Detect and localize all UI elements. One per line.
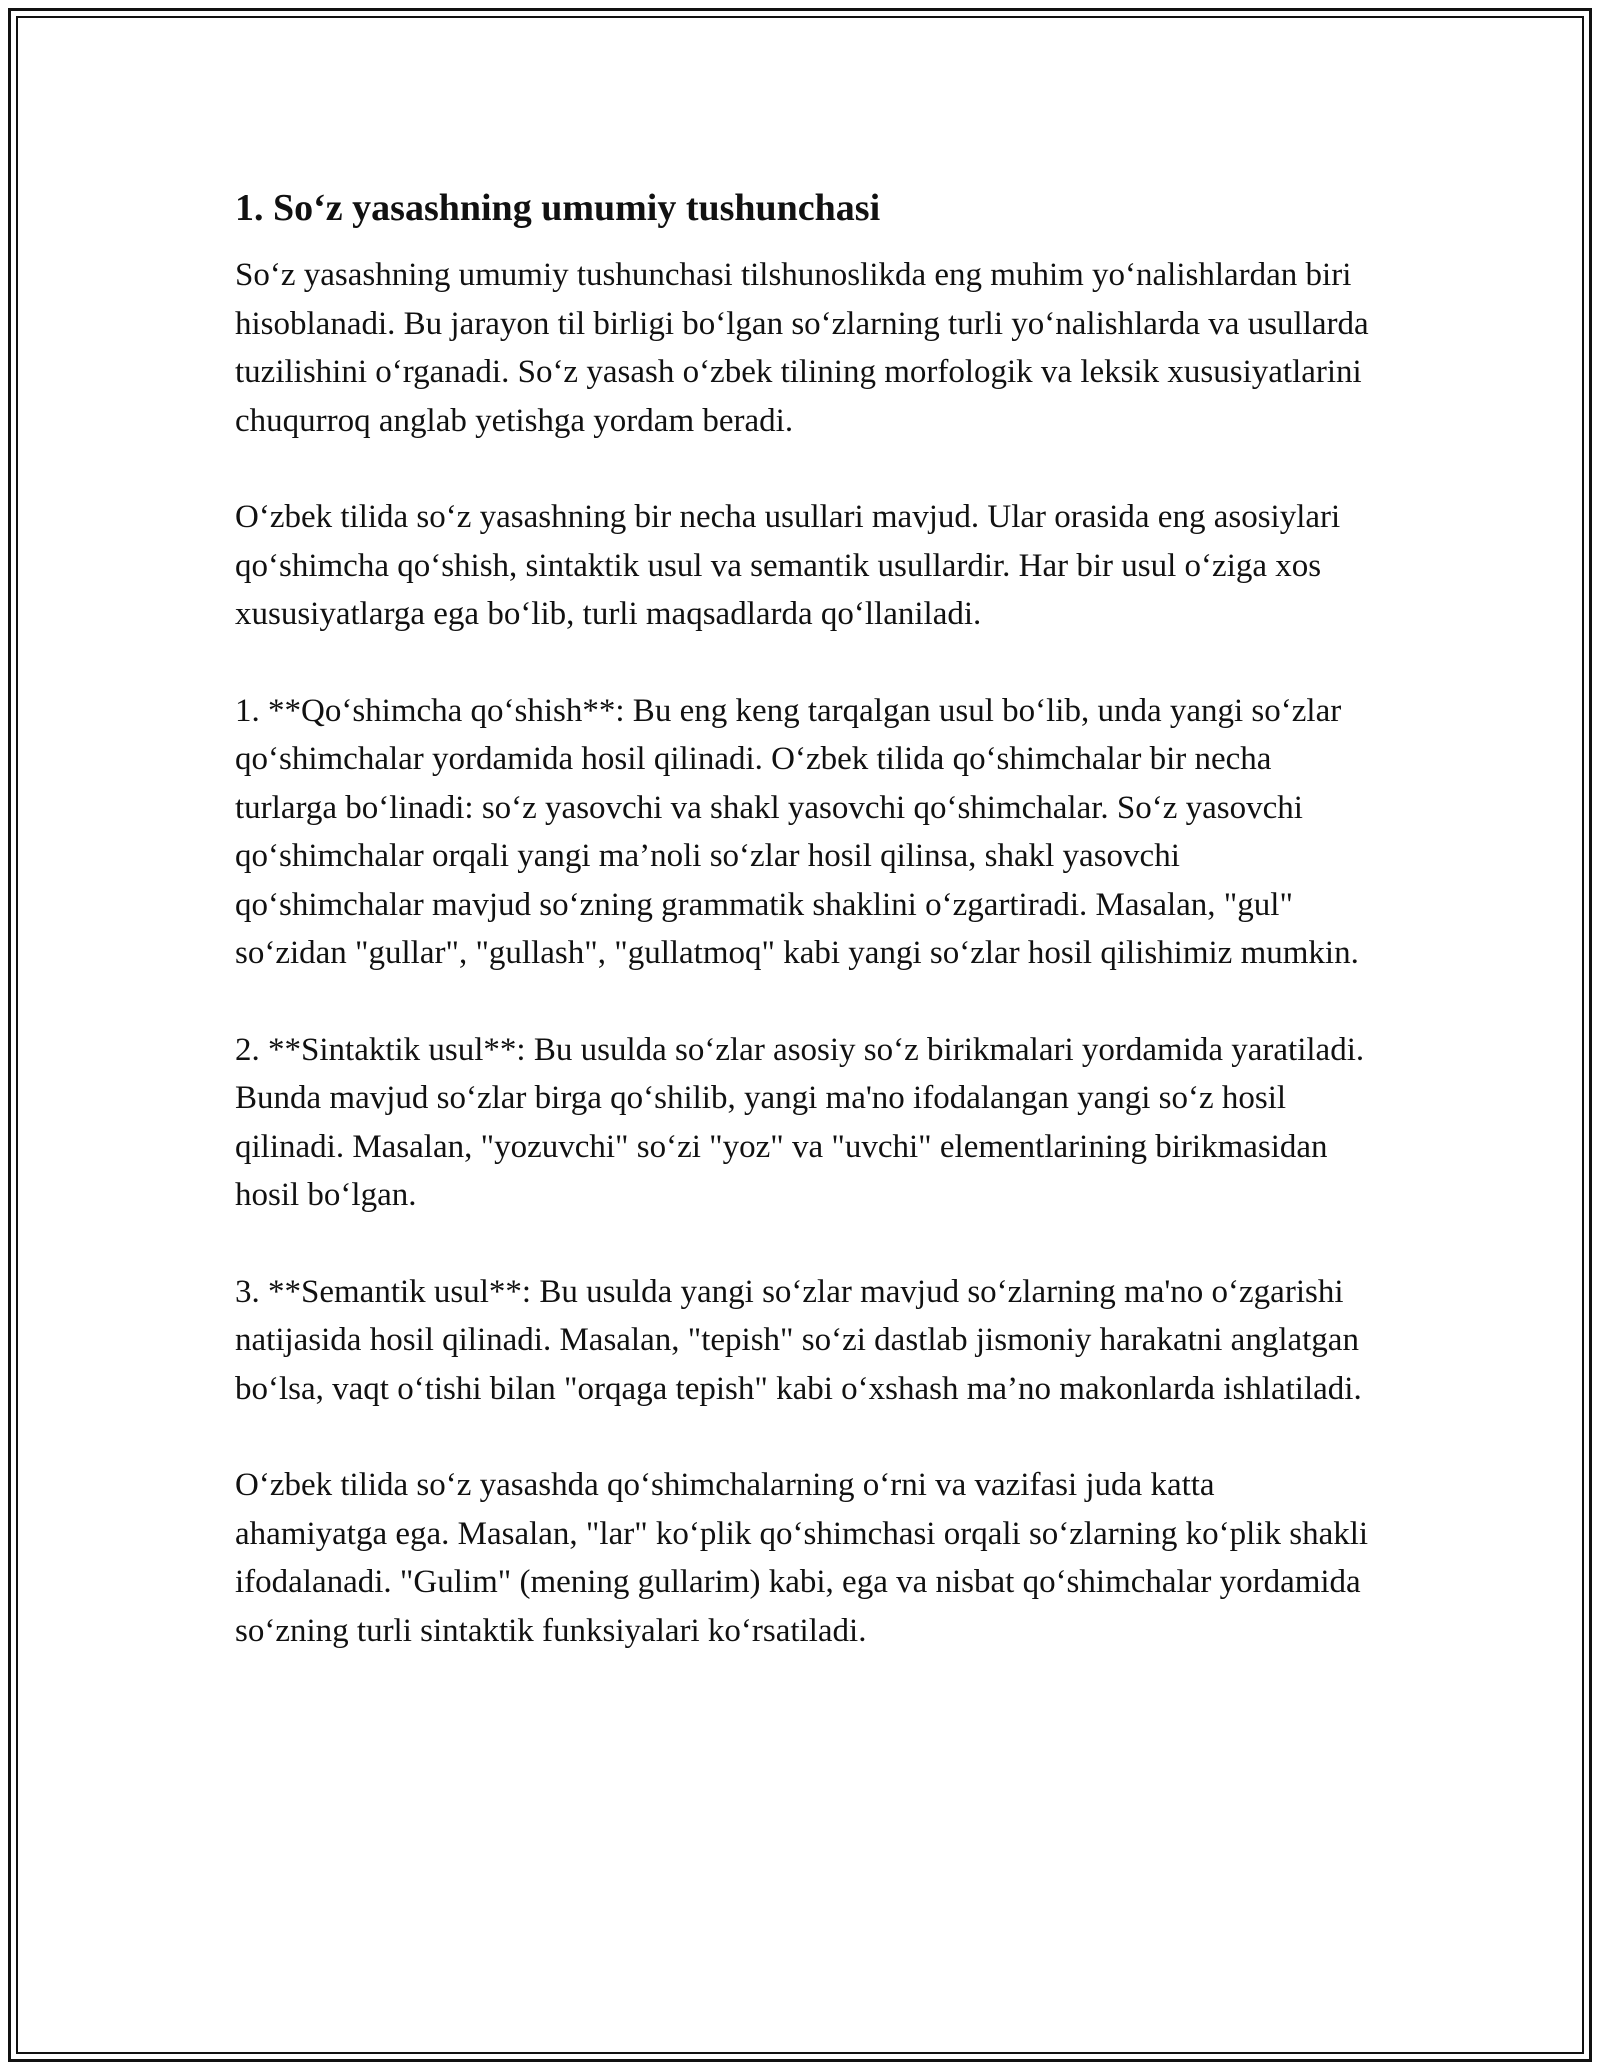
document-title: 1. So‘z yasashning umumiy tushunchasi <box>235 187 881 229</box>
document-body <box>235 185 1370 1703</box>
paragraph-affixation: 1. **Qo‘shimcha qo‘shish**: Bu eng keng tarqalgan usul bo‘lib, unda yangi so‘zlar qo‘shimchalar yordamida hosil qilinadi. O‘zbek tilida qo‘shimchalar bir necha turlarga bo‘linadi: so‘z yasovchi va shakl yasovchi qo‘shimchalar. So‘z yasovchi qo‘shimchalar orqali yangi ma’noli so‘zlar hosil qilinsa, shakl yasovchi qo‘shimchalar mavjud so‘zning grammatik shaklini o‘zgartiradi. Masalan, "gul" so‘zidan "gullar", "gullash", "gullatmoq" kabi yangi so‘zlar hosil qilishimiz mumkin. <box>235 692 1359 971</box>
paragraph-methods-overview: O‘zbek tilida so‘z yasashning bir necha usullari mavjud. Ular orasida eng asosiylari qo‘shimcha qo‘shish, sintaktik usul va semantik usullardir. Har bir usul o‘ziga xos xususiyatlarga ega bo‘lib, turli maqsadlarda qo‘llaniladi. <box>235 499 1341 632</box>
paragraph-affix-role: O‘zbek tilida so‘z yasashda qo‘shimchalarning o‘rni va vazifasi juda katta ahamiyatga ega. Masalan, "lar" ko‘plik qo‘shimchasi orqali so‘zlarning ko‘plik shakli ifodalanadi. "Gulim" (mening gullarim) kabi, ega va nisbat qo‘shimchalar yordamida so‘zning turli sintaktik funksiyalari ko‘rsatiladi. <box>235 1467 1369 1649</box>
paragraph-semantic-method: 3. **Semantik usul**: Bu usulda yangi so‘zlar mavjud so‘zlarning ma'no o‘zgarishi natijasida hosil qilinadi. Masalan, "tepish" so‘zi dastlab jismoniy harakatni anglatgan bo‘lsa, vaqt o‘tishi bilan "orqaga tepish" kabi o‘xshash ma’no makonlarda ishlatiladi. <box>235 1273 1362 1407</box>
paragraph-intro: So‘z yasashning umumiy tushunchasi tilshunoslikda eng muhim yo‘nalishlardan biri hisoblanadi. Bu jarayon til birligi bo‘lgan so‘zlarning turli yo‘nalishlarda va usullarda tuzilishini o‘rganadi. So‘z yasash o‘zbek tilining morfologik va leksik xususiyatlarini chuqurroq anglab yetishga yordam beradi. <box>235 257 1369 439</box>
paragraph-syntactic-method: 2. **Sintaktik usul**: Bu usulda so‘zlar asosiy so‘z birikmalari yordamida yaratiladi. Bunda mavjud so‘zlar birga qo‘shilib, yangi ma'no ifodalangan yangi so‘z hosil qilinadi. Masalan, "yozuvchi" so‘zi "yoz" va "uvchi" elementlarining birikmasidan hosil bo‘lgan. <box>235 1031 1365 1213</box>
